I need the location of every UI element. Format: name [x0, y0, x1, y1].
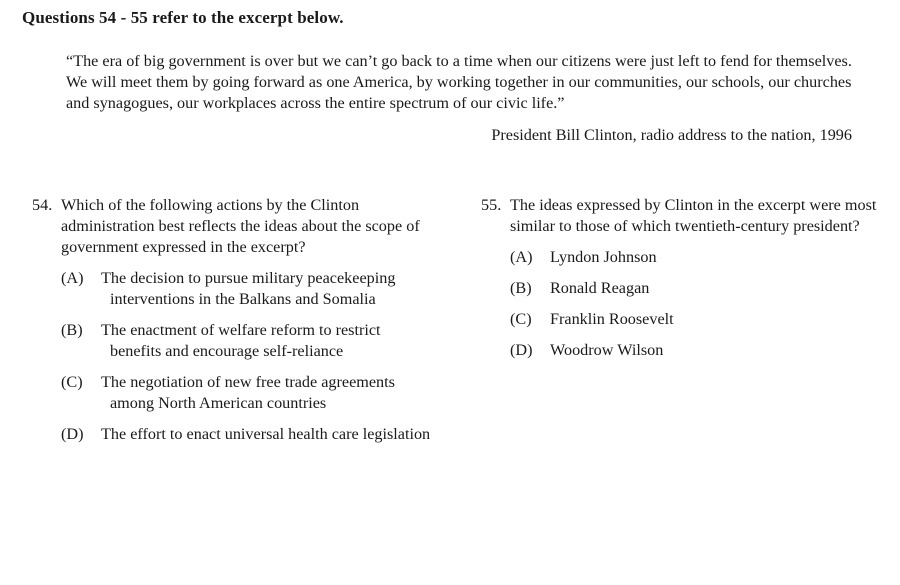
excerpt-quote: “The era of big government is over but we can’t go back to a time when our citizens were just left to fend for themselves. We will meet them by going forward as one America, by working together in our communities, our schools, our churches and synagogues, our workplaces across the entire spectrum of our civic life.” — [66, 52, 852, 112]
question-stem — [32, 195, 432, 258]
choice-text: Lyndon Johnson — [550, 248, 657, 266]
choice-letter: (D) — [61, 425, 84, 443]
question-number: 55. — [481, 196, 502, 214]
answer-choice-c[interactable] — [61, 372, 432, 414]
choice-text: The enactment of welfare reform to restrict benefits and encourage self-reliance — [101, 321, 381, 360]
answer-choice-a[interactable] — [510, 247, 881, 268]
choice-letter: (A) — [510, 248, 533, 266]
choice-text: Ronald Reagan — [550, 279, 650, 297]
question-text: The ideas expressed by Clinton in the excerpt were most similar to those of which twentieth-century president? — [510, 196, 877, 235]
answer-choices — [510, 247, 881, 361]
question-text: Which of the following actions by the Clinton administration best reflects the ideas about the scope of government expressed in the excerpt? — [61, 196, 420, 256]
choice-letter: (C) — [61, 373, 83, 391]
answer-choices — [61, 268, 432, 445]
choice-text: The negotiation of new free trade agreements among North American countries — [101, 373, 395, 412]
answer-choice-c[interactable] — [510, 309, 881, 330]
choice-letter: (B) — [61, 321, 83, 339]
choice-text: Franklin Roosevelt — [550, 310, 674, 328]
choice-text: Woodrow Wilson — [550, 341, 664, 359]
answer-choice-d[interactable] — [510, 340, 881, 361]
choice-letter: (D) — [510, 341, 533, 359]
answer-choice-a[interactable] — [61, 268, 432, 310]
answer-choice-d[interactable] — [61, 424, 432, 445]
answer-choice-b[interactable] — [61, 320, 432, 362]
choice-letter: (C) — [510, 310, 532, 328]
choice-letter: (B) — [510, 279, 532, 297]
excerpt-attribution: President Bill Clinton, radio address to the nation, 1996 — [491, 126, 852, 144]
question-55 — [481, 195, 881, 371]
choice-letter: (A) — [61, 269, 84, 287]
choice-text: The effort to enact universal health care legislation — [101, 425, 431, 443]
question-54 — [32, 195, 432, 455]
question-number: 54. — [32, 196, 53, 214]
section-header: Questions 54 - 55 refer to the excerpt below. — [22, 8, 344, 27]
choice-text: The decision to pursue military peacekeeping interventions in the Balkans and Somalia — [101, 269, 396, 308]
answer-choice-b[interactable] — [510, 278, 881, 299]
question-stem — [481, 195, 881, 237]
